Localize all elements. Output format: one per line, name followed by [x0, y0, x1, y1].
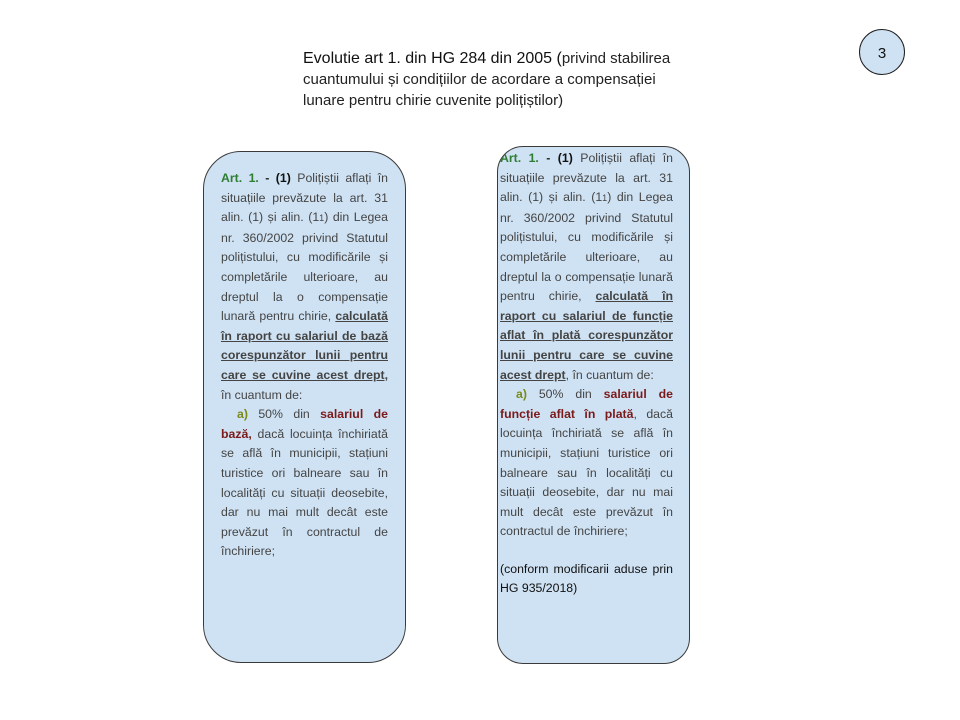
- article-text-original: [221, 169, 388, 562]
- article-intro-a: Polițiștii aflați în situațiile prevăzute la art. 31 alin. (1) și alin. (1: [500, 151, 673, 205]
- letter-a-text-a: 50% din: [247, 407, 321, 422]
- letter-a-text-b: , dacă locuința închiriată se află în municipii, stațiuni turistice ori balneare sau în localități cu situații deosebite, dar nu mai mult decât este prevăzut în contractul de închiriere;: [500, 406, 673, 539]
- article-intro-b: ) din Legea nr. 360/2002 privind Statutul polițistului, cu modificările și completările ulterioare, au dreptul la o compensație lunară pentru chirie,: [500, 190, 673, 304]
- letter-a-label: a): [516, 387, 527, 402]
- article-intro-subscript: 1: [319, 213, 325, 224]
- article-label: Art. 1.: [221, 171, 259, 185]
- page-number-badge: 3: [859, 29, 905, 75]
- article-box-original: [203, 151, 406, 663]
- article-intro-subscript: 1: [602, 193, 608, 204]
- article-intro-a: Polițiștii aflați în situațiile prevăzute la art. 31 alin. (1) și alin. (1: [221, 171, 388, 225]
- slide-title: [303, 48, 683, 111]
- article-emphasis: calculată în raport cu salariul de bază corespunzător lunii pentru care se cuvine acest drept,: [221, 309, 388, 382]
- paragraph-number: (1): [557, 151, 573, 165]
- title-main: Evolutie art 1. din HG 284 din 2005 (: [303, 50, 562, 67]
- salary-term: salariul de bază,: [221, 407, 388, 441]
- article-box-amended: [497, 146, 690, 664]
- letter-a-text-a: 50% din: [526, 387, 604, 402]
- article-emphasis: calculată în raport cu salariul de funcție aflat în plată corespunzător lunii pentru care se cuvine acest drept: [500, 289, 673, 382]
- article-dash: -: [538, 151, 558, 165]
- title-subtitle: privind stabilirea cuantumului și condițiilor de acordare a compensației lunare pentru chirie cuvenite polițiștilor): [303, 50, 671, 109]
- amendment-note: (conform modificarii aduse prin HG 935/2018): [500, 561, 673, 596]
- letter-a-label: a): [237, 407, 248, 422]
- letter-a-text-b: dacă locuința închiriată se află în municipii, stațiuni turistice ori balneare sau în localități cu situații deosebite, dar nu mai mult decât este prevăzut în contractul de închiriere;: [221, 426, 388, 559]
- article-label: Art. 1.: [500, 151, 539, 165]
- article-text-amended: [500, 149, 673, 599]
- article-after-emphasis: în cuantum de:: [221, 387, 303, 402]
- article-after-emphasis: , în cuantum de:: [565, 367, 654, 382]
- paragraph-number: (1): [275, 171, 291, 185]
- article-intro-b: ) din Legea nr. 360/2002 privind Statutul polițistului, cu modificările și completările ulterioare, au dreptul la o compensație lunară pentru chirie,: [221, 210, 388, 324]
- article-dash: -: [258, 171, 276, 185]
- salary-term: salariul de funcție aflat în plată: [500, 387, 673, 421]
